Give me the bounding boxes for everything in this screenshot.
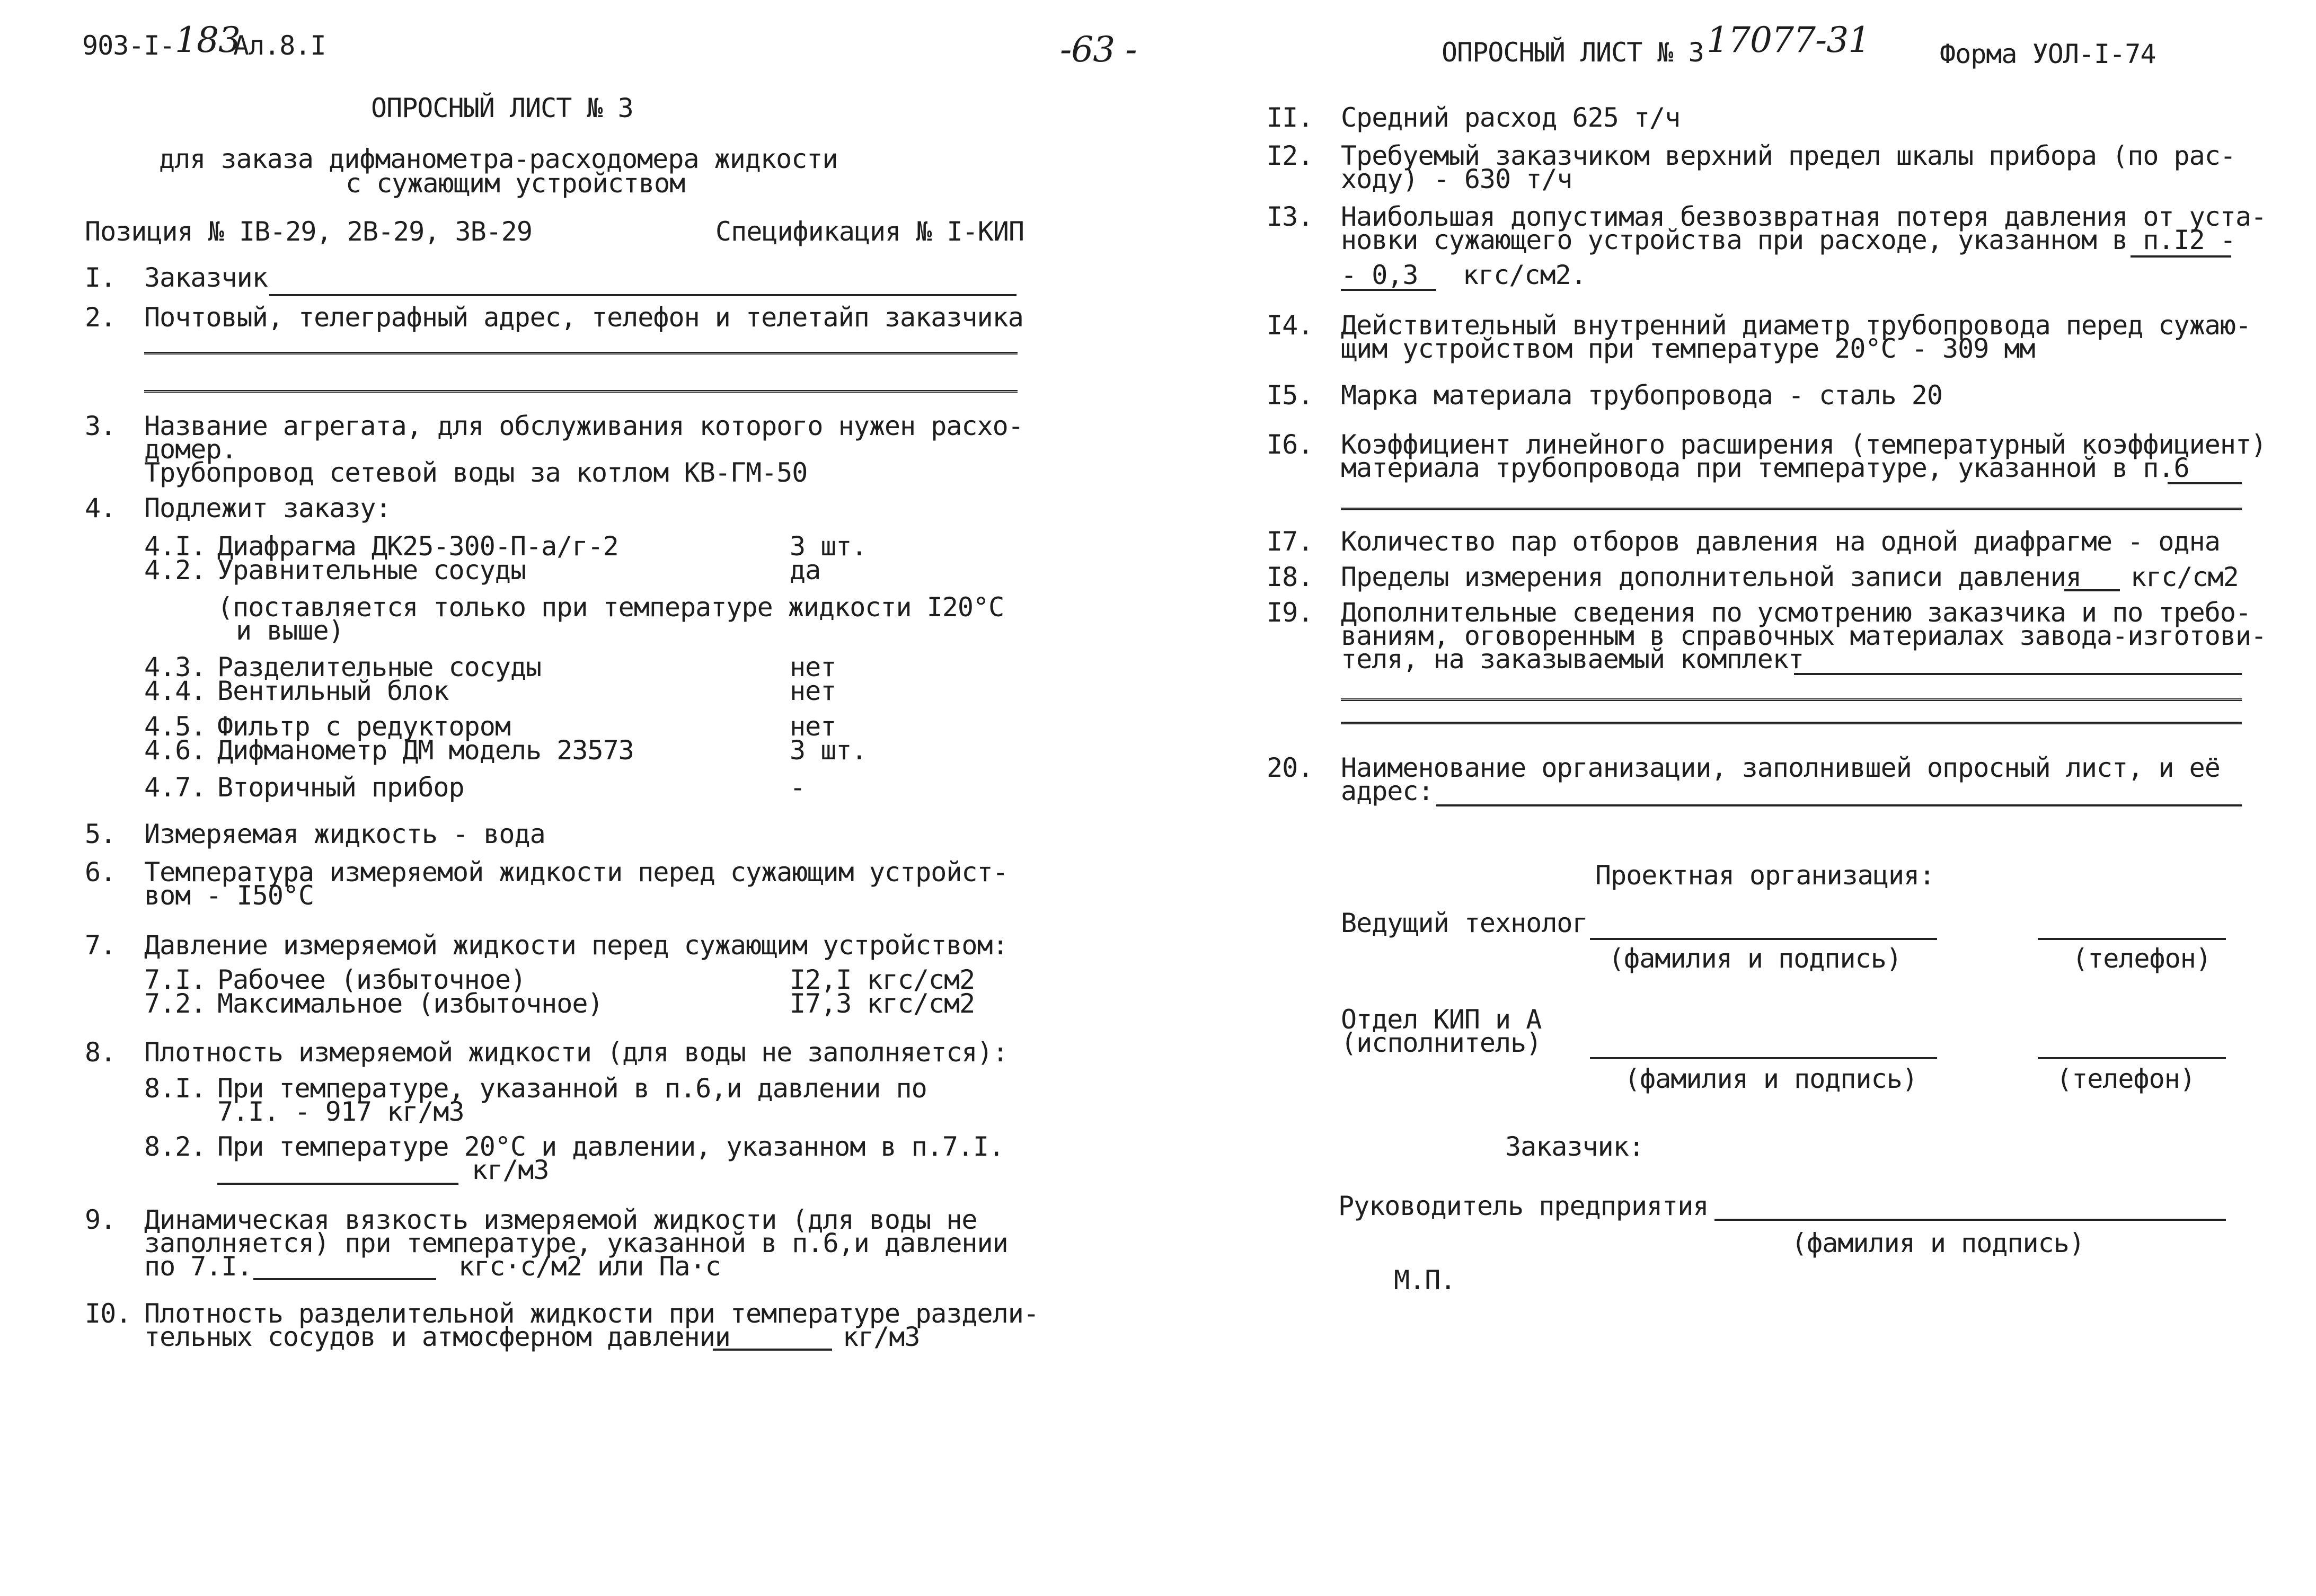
subitem-value: I7,3 кгс/см2 [790, 988, 975, 1019]
item-value: - 0,3 [1341, 260, 1418, 290]
subitem-number: 4.2. [144, 555, 206, 586]
fill-line [1341, 722, 2242, 724]
item-label: Давление измеряемой жидкости перед сужающим устройством: [144, 930, 1008, 961]
item-label: Плотность измеряемой жидкости (для воды не заполняется): [144, 1037, 1008, 1068]
form-subtitle: с сужающим устройством [346, 168, 685, 199]
item-label: новки сужающего устройства при расходе, указанном в п.I2 - [1341, 225, 2235, 255]
fill-line [269, 294, 1016, 296]
item-number: I7. [1267, 526, 1313, 557]
item-unit: кгс/см2. [1463, 260, 1586, 290]
subitem-value: I2,I кгс/см2 [790, 964, 975, 995]
item-label: Плотность разделительной жидкости при температуре раздели- [144, 1298, 1039, 1329]
subitem-label: Диафрагма ДК25-300-П-а/г-2 [217, 531, 618, 562]
item-label: заполняется) при температуре, указанной в п.6,и давлении [144, 1228, 1008, 1258]
specification-field: Спецификация № I-КИП [715, 216, 1024, 247]
subitem-number: 4.7. [144, 772, 206, 803]
item-label: Подлежит заказу: [144, 493, 391, 524]
signature-line [1590, 1057, 1937, 1059]
subitem-value: 3 шт. [790, 735, 867, 766]
item-label: Почтовый, телеграфный адрес, телефон и телетайп заказчика [144, 302, 1023, 333]
item-label: Пределы измерения дополнительной записи давления [1341, 562, 2081, 592]
signature-caption: (телефон) [2056, 1063, 2195, 1094]
signature-line [1590, 938, 1937, 940]
subitem-value: 3 шт. [790, 531, 867, 562]
item-number: 2. [85, 302, 116, 333]
subitem-unit: кг/м3 [472, 1155, 549, 1185]
item-label: Дополнительные сведения по усмотрению заказчика и по требо- [1341, 597, 2251, 628]
item-label: материала трубопровода при температуре, указанной в п.6 [1341, 453, 2189, 483]
signature-line [2038, 1057, 2226, 1059]
signature-role: Отдел КИП и А [1341, 1004, 1542, 1035]
form-label: Форма УОЛ-I-74 [1940, 39, 2156, 69]
fill-line [2064, 589, 2120, 591]
item-label: Действительный внутренний диаметр трубопровода перед сужаю- [1341, 310, 2251, 341]
item-label: Количество пар отборов давления на одной диафрагме - одна [1341, 526, 2220, 557]
subitem-label: Рабочее (избыточное) [217, 964, 526, 995]
item-label: по 7.I. [144, 1251, 252, 1282]
subitem-label: Разделительные сосуды [217, 652, 542, 682]
item-number: I6. [1267, 429, 1313, 460]
fill-line [144, 352, 1018, 354]
item-label: Динамическая вязкость измеряемой жидкости (для воды не [144, 1204, 977, 1235]
item-number: I5. [1267, 380, 1313, 411]
item-label: Средний расход 625 т/ч [1341, 102, 1681, 133]
signature-role: Руководитель предприятия [1338, 1191, 1709, 1221]
subitem-number: 8.I. [144, 1073, 206, 1104]
subitem-label: Вторичный прибор [217, 772, 464, 803]
item-label: Название агрегата, для обслуживания которого нужен расхо- [144, 411, 1023, 441]
item-number: 3. [85, 411, 116, 441]
fill-line [144, 390, 1018, 393]
item-label: домер. [144, 434, 237, 465]
design-org-heading: Проектная организация: [1595, 860, 1935, 891]
item-value: Трубопровод сетевой воды за котлом КВ-ГМ-50 [144, 457, 808, 488]
subitem-number: 4.5. [144, 711, 206, 742]
item-number: I9. [1267, 597, 1313, 628]
customer-heading: Заказчик: [1505, 1131, 1644, 1162]
item-number: 5. [85, 819, 116, 849]
item-number: I2. [1267, 140, 1313, 171]
item-number: 9. [85, 1204, 116, 1235]
subitem-value: - [790, 772, 806, 803]
signature-caption: (фамилия и подпись) [1624, 1063, 1917, 1094]
subitem-number: 4.6. [144, 735, 206, 766]
subitem-label: Максимальное (избыточное) [217, 988, 603, 1019]
item-unit: кгс/см2 [2131, 562, 2239, 592]
subitem-value: нет [790, 676, 836, 706]
subitem-value: 7.I. - 917 кг/м3 [217, 1096, 464, 1127]
fill-line [1341, 289, 1436, 291]
subitem-value: да [790, 555, 821, 586]
doc-code-handwritten: 183 [175, 20, 240, 60]
subitem-label: Вентильный блок [217, 676, 449, 706]
fill-line [1794, 673, 2242, 675]
signature-caption: (телефон) [2072, 943, 2211, 974]
item-unit: кгс·с/м2 или Па·с [458, 1251, 721, 1282]
item-number: I0. [85, 1298, 131, 1329]
subitem-label: Дифманометр ДМ модель 23573 [217, 735, 634, 766]
subitem-label: Уравнительные сосуды [217, 555, 526, 586]
doc-code: 903-I- [82, 30, 175, 61]
fill-line [253, 1278, 436, 1280]
fill-line [713, 1349, 832, 1351]
subitem-label: При температуре 20°С и давлении, указанном в п.7.I. [217, 1131, 1004, 1162]
item-label: Наименование организации, заполнившей опросный лист, и её [1341, 752, 2220, 783]
signature-line [2038, 938, 2226, 940]
item-number: 6. [85, 857, 116, 888]
subitem-number: 4.3. [144, 652, 206, 682]
fill-line [1341, 508, 2242, 510]
item-number: I. [85, 262, 116, 293]
item-label: теля, на заказываемый комплект [1341, 644, 1804, 675]
subitem-label: Фильтр с редуктором [217, 711, 510, 742]
page-number: -63 - [1060, 29, 1137, 70]
item-label: Марка материала трубопровода - сталь 20 [1341, 380, 1942, 411]
item-label: Наибольшая допустимая безвозвратная потеря давления от уста- [1341, 201, 2267, 232]
item-label: вом - I50°С [144, 880, 314, 911]
item-label: ходу) - 630 т/ч [1341, 164, 1572, 194]
subitem-number: 4.I. [144, 531, 206, 562]
item-number: I3. [1267, 201, 1313, 232]
signature-role: (исполнитель) [1341, 1027, 1542, 1058]
subitem-number: 8.2. [144, 1131, 206, 1162]
subitem-note: (поставляется только при температуре жидкости I20°С [217, 592, 1004, 623]
fill-line [2168, 482, 2242, 484]
album-label: Ал.8.I [233, 30, 326, 61]
subitem-label: При температуре, указанной в п.6,и давлении по [217, 1073, 927, 1104]
signature-caption: (фамилия и подпись) [1791, 1228, 2084, 1258]
sheet-number-handwritten: 17077-31 [1707, 20, 1870, 60]
form-subtitle: для заказа дифманометра-расходомера жидкости [159, 144, 838, 174]
item-unit: кг/м3 [843, 1322, 920, 1352]
subitem-number: 7.2. [144, 988, 206, 1019]
item-label: Измеряемая жидкость - вода [144, 819, 545, 849]
item-number: 4. [85, 493, 116, 524]
item-label: Заказчик [144, 262, 268, 293]
item-label: Коэффициент линейного расширения (температурный коэффициент) [1341, 429, 2267, 460]
item-number: 8. [85, 1037, 116, 1068]
subitem-number: 4.4. [144, 676, 206, 706]
form-title: ОПРОСНЫЙ ЛИСТ № 3 [371, 93, 633, 123]
subitem-value: нет [790, 652, 836, 682]
fill-line [217, 1183, 458, 1185]
right-title: ОПРОСНЫЙ ЛИСТ № 3 [1442, 37, 1704, 68]
item-number: II. [1267, 102, 1313, 133]
subitem-number: 7.I. [144, 964, 206, 995]
signature-caption: (фамилия и подпись) [1608, 943, 1902, 974]
item-label: щим устройством при температуре 20°С - 309 мм [1341, 333, 2035, 364]
fill-line [1341, 698, 2242, 701]
item-label: ваниям, оговоренным в справочных материалах завода-изготови- [1341, 620, 2267, 651]
item-number: I8. [1267, 562, 1313, 592]
fill-line [2131, 255, 2231, 258]
signature-role: Ведущий технолог [1341, 908, 1588, 938]
signature-line [1714, 1219, 2226, 1221]
item-label: адрес: [1341, 776, 1434, 806]
fill-line [1436, 804, 2242, 806]
item-label: Требуемый заказчиком верхний предел шкалы прибора (по рас- [1341, 140, 2235, 171]
item-label: Температура измеряемой жидкости перед сужающим устройст- [144, 857, 1008, 888]
item-number: 7. [85, 930, 116, 961]
item-label: тельных сосудов и атмосферном давлении [144, 1322, 730, 1352]
position-field: Позиция № IB-29, 2B-29, 3B-29 [85, 216, 532, 247]
stamp-label: М.П. [1394, 1265, 1456, 1296]
item-number: I4. [1267, 310, 1313, 341]
subitem-note: и выше) [236, 615, 344, 646]
item-number: 20. [1267, 752, 1313, 783]
subitem-value: нет [790, 711, 836, 742]
